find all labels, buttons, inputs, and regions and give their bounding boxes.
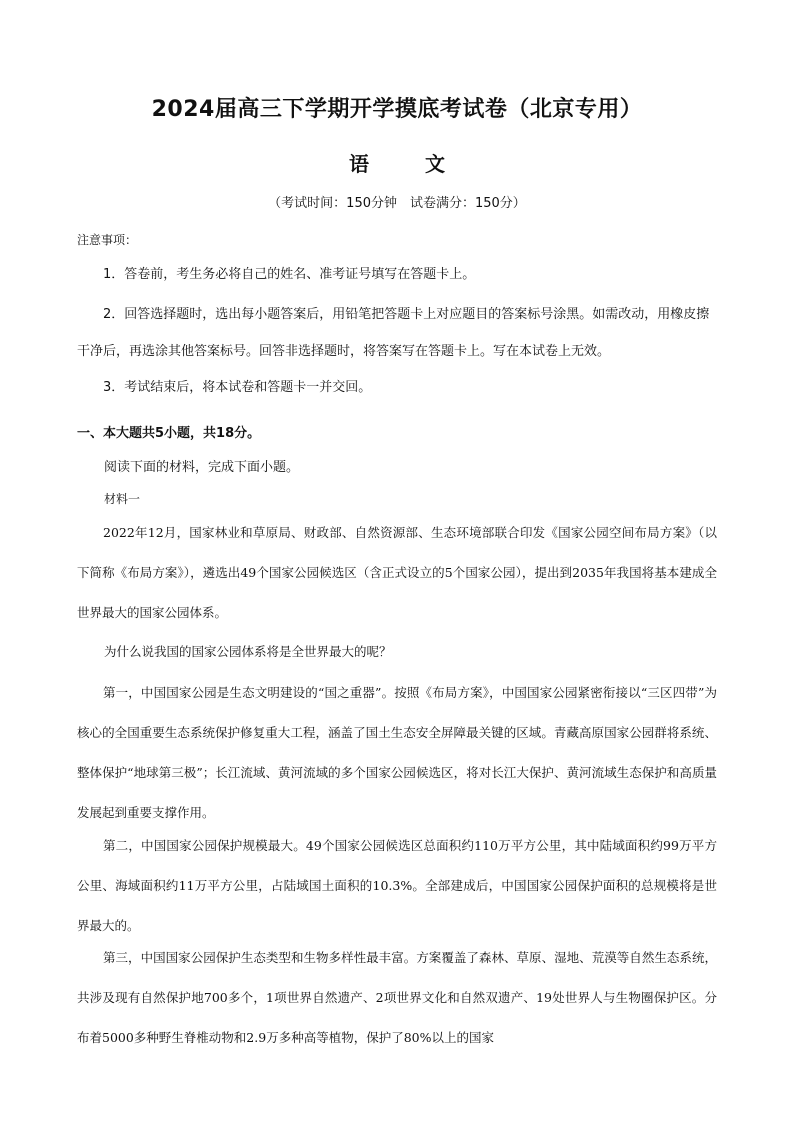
subject-heading bbox=[0, 148, 794, 177]
exam-title: 2024届高三下学期开学摸底考试卷（北京专用） bbox=[151, 97, 643, 122]
subject-char-1: 语 bbox=[349, 152, 369, 176]
note-item-3: 3．考试结束后，将本试卷和答题卡一并交回。 bbox=[103, 380, 372, 395]
section-heading: 一、本大题共5小题，共18分。 bbox=[77, 426, 261, 441]
material-paragraph-5: 第三，中国国家公园保护生态类型和生物多样性最丰富。方案覆盖了森林、草原、湿地、荒漠等自然生态系统，共涉及现有自然保护地700多个，1项世界自然遗产、2项世界文化和自然双遗产、19处世界人与生物圈保护区。分布着5000多种野生脊椎动物和2.9万多种高等植物，保护了80%以上的国家 bbox=[77, 950, 717, 1045]
material-paragraph-3: 第一，中国国家公园是生态文明建设的“国之重器”。按照《布局方案》，中国国家公园紧密衔接以“三区四带”为核心的全国重要生态系统保护修复重大工程，涵盖了国土生态安全屏障最关键的区域。青藏高原国家公园群将系统、整体保护“地球第三极”；长江流域、黄河流域的多个国家公园候选区，将对长江大保护、黄河流域生态保护和高质量发展起到重要支撑作用。 bbox=[77, 685, 717, 820]
notes-heading: 注意事项： bbox=[77, 233, 138, 247]
subject-char-2: 文 bbox=[425, 152, 445, 176]
material-paragraph-2: 为什么说我国的国家公园体系将是全世界最大的呢？ bbox=[104, 644, 392, 659]
reading-instruction: 阅读下面的材料，完成下面小题。 bbox=[104, 460, 300, 475]
note-item-1: 1．答卷前，考生务必将自己的姓名、准考证号填写在答题卡上。 bbox=[103, 267, 476, 282]
note-item-2: 2．回答选择题时，选出每小题答案后，用铅笔把答题卡上对应题目的答案标号涂黑。如需改动，用橡皮擦干净后，再选涂其他答案标号。回答非选择题时，将答案写在答题卡上。写在本试卷上无效。 bbox=[77, 307, 710, 359]
material-label: 材料一 bbox=[104, 492, 141, 506]
exam-info: （考试时间：150分钟 试卷满分：150分） bbox=[268, 196, 526, 211]
material-paragraph-4: 第二，中国国家公园保护规模最大。49个国家公园候选区总面积约110万平方公里，其中陆域面积约99万平方公里、海域面积约11万平方公里，占陆域国土面积的10.3%。全部建成后，中国国家公园保护面积的总规模将是世界最大的。 bbox=[77, 838, 717, 933]
material-paragraph-1: 2022年12月，国家林业和草原局、财政部、自然资源部、生态环境部联合印发《国家公园空间布局方案》（以下简称《布局方案》），遴选出49个国家公园候选区（含正式设立的5个国家公园），提出到2035年我国将基本建成全世界最大的国家公园体系。 bbox=[77, 525, 717, 620]
